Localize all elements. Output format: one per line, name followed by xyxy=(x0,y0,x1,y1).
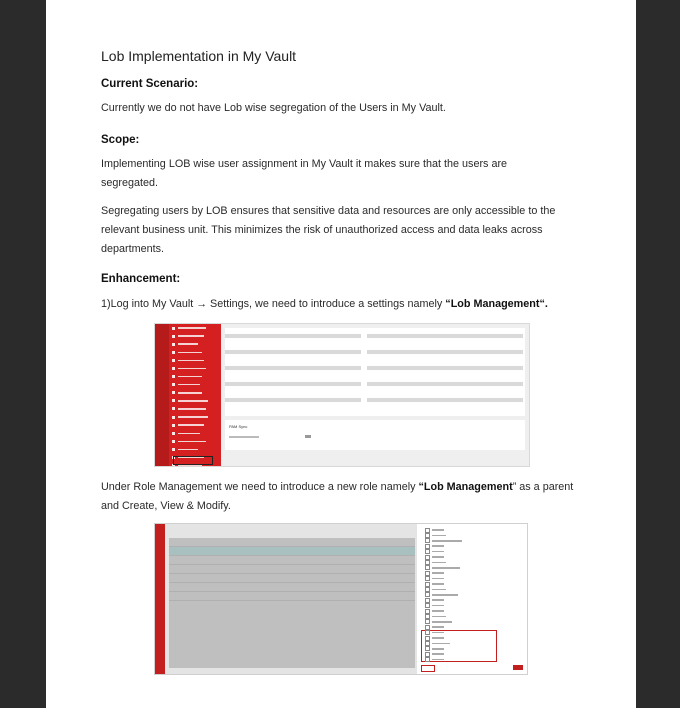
permission-item xyxy=(425,587,446,591)
current-scenario-heading: Current Scenario: xyxy=(101,78,199,90)
placeholder-bar xyxy=(225,350,361,354)
permission-item xyxy=(425,560,446,564)
placeholder-bar xyxy=(367,398,523,402)
sync-title: PAM Sync xyxy=(229,424,248,429)
table-row xyxy=(169,547,415,556)
table-row xyxy=(169,574,415,583)
settings-menu xyxy=(169,324,221,466)
cancel-button xyxy=(421,665,435,672)
menu-item xyxy=(169,324,221,332)
menu-item xyxy=(169,348,221,356)
enhancement-heading: Enhancement: xyxy=(101,273,181,285)
permission-item xyxy=(425,620,452,624)
permission-item xyxy=(425,631,444,635)
permission-item xyxy=(425,544,444,548)
permission-item xyxy=(425,555,444,559)
menu-item xyxy=(169,421,221,429)
step-2-suffix: ” as a parent and Create, View & Modify. xyxy=(101,481,574,512)
save-button xyxy=(513,665,523,670)
settings-content xyxy=(225,328,525,416)
document-page xyxy=(46,0,636,708)
menu-item xyxy=(169,340,221,348)
permission-item xyxy=(425,528,444,532)
scope-heading: Scope: xyxy=(101,134,140,146)
menu-item xyxy=(169,332,221,340)
step-2-bold: “Lob Management xyxy=(418,481,513,493)
settings-screenshot xyxy=(154,323,530,467)
permission-item xyxy=(425,582,444,586)
step-1-bold: “Lob Management“. xyxy=(445,298,548,310)
roles-table xyxy=(169,538,415,668)
permission-item xyxy=(425,614,446,618)
lob-management-highlight xyxy=(173,456,213,465)
sync-panel xyxy=(225,420,525,450)
menu-item xyxy=(169,381,221,389)
permissions-panel xyxy=(417,524,527,674)
permission-item xyxy=(425,577,444,581)
placeholder-bar xyxy=(225,334,361,338)
menu-item xyxy=(169,373,221,381)
table-row xyxy=(169,556,415,565)
permission-item xyxy=(425,636,444,640)
permission-item xyxy=(425,625,444,629)
role-management-screenshot xyxy=(154,523,528,675)
enhancement-step-1 xyxy=(101,295,601,314)
permission-item xyxy=(425,658,444,662)
permission-item xyxy=(425,566,460,570)
permission-item xyxy=(425,652,444,656)
step-1-text: 1)Log into My Vault → Settings, we need to introduce a settings namely xyxy=(101,298,446,310)
permission-item xyxy=(425,539,462,543)
current-scenario-text: Currently we do not have Lob wise segregation of the Users in My Vault. xyxy=(101,102,446,114)
placeholder-bar xyxy=(225,398,361,402)
menu-item xyxy=(169,413,221,421)
permission-item xyxy=(425,550,444,554)
scope-paragraph-2: Segregating users by LOB ensures that sensitive data and resources are only accessible to the relevant business unit. This minimizes the risk of unauthorized access and data leaks across departments. xyxy=(101,205,556,255)
placeholder-bar xyxy=(225,382,361,386)
permission-item xyxy=(425,641,450,645)
permission-item xyxy=(425,609,444,613)
screenshot-footer xyxy=(225,456,525,466)
menu-item xyxy=(169,397,221,405)
permission-item xyxy=(425,647,444,651)
enhancement-step-2 xyxy=(101,478,581,516)
table-row xyxy=(169,592,415,601)
permission-item xyxy=(425,598,444,602)
permission-item xyxy=(425,533,446,537)
app-rail xyxy=(155,324,169,466)
table-row xyxy=(169,583,415,592)
menu-item xyxy=(169,437,221,445)
permission-item xyxy=(425,571,444,575)
menu-item xyxy=(169,364,221,372)
table-row xyxy=(169,538,415,547)
menu-item xyxy=(169,405,221,413)
menu-item xyxy=(169,445,221,453)
menu-item xyxy=(169,429,221,437)
table-row xyxy=(169,565,415,574)
placeholder-bar xyxy=(367,366,523,370)
placeholder-bar xyxy=(367,382,523,386)
app-rail-2 xyxy=(155,524,165,674)
placeholder-bar xyxy=(367,350,523,354)
permission-item xyxy=(425,604,444,608)
step-2-text: Under Role Management we need to introduce a new role namely xyxy=(101,481,419,493)
sync-row xyxy=(229,436,259,438)
sync-toggle xyxy=(305,435,311,438)
placeholder-bar xyxy=(225,366,361,370)
scope-paragraph-1: Implementing LOB wise user assignment in My Vault it makes sure that the users are segregated. xyxy=(101,158,508,189)
placeholder-bar xyxy=(367,334,523,338)
permission-item xyxy=(425,593,458,597)
menu-item xyxy=(169,356,221,364)
menu-item xyxy=(169,389,221,397)
document-title: Lob Implementation in My Vault xyxy=(101,48,297,64)
